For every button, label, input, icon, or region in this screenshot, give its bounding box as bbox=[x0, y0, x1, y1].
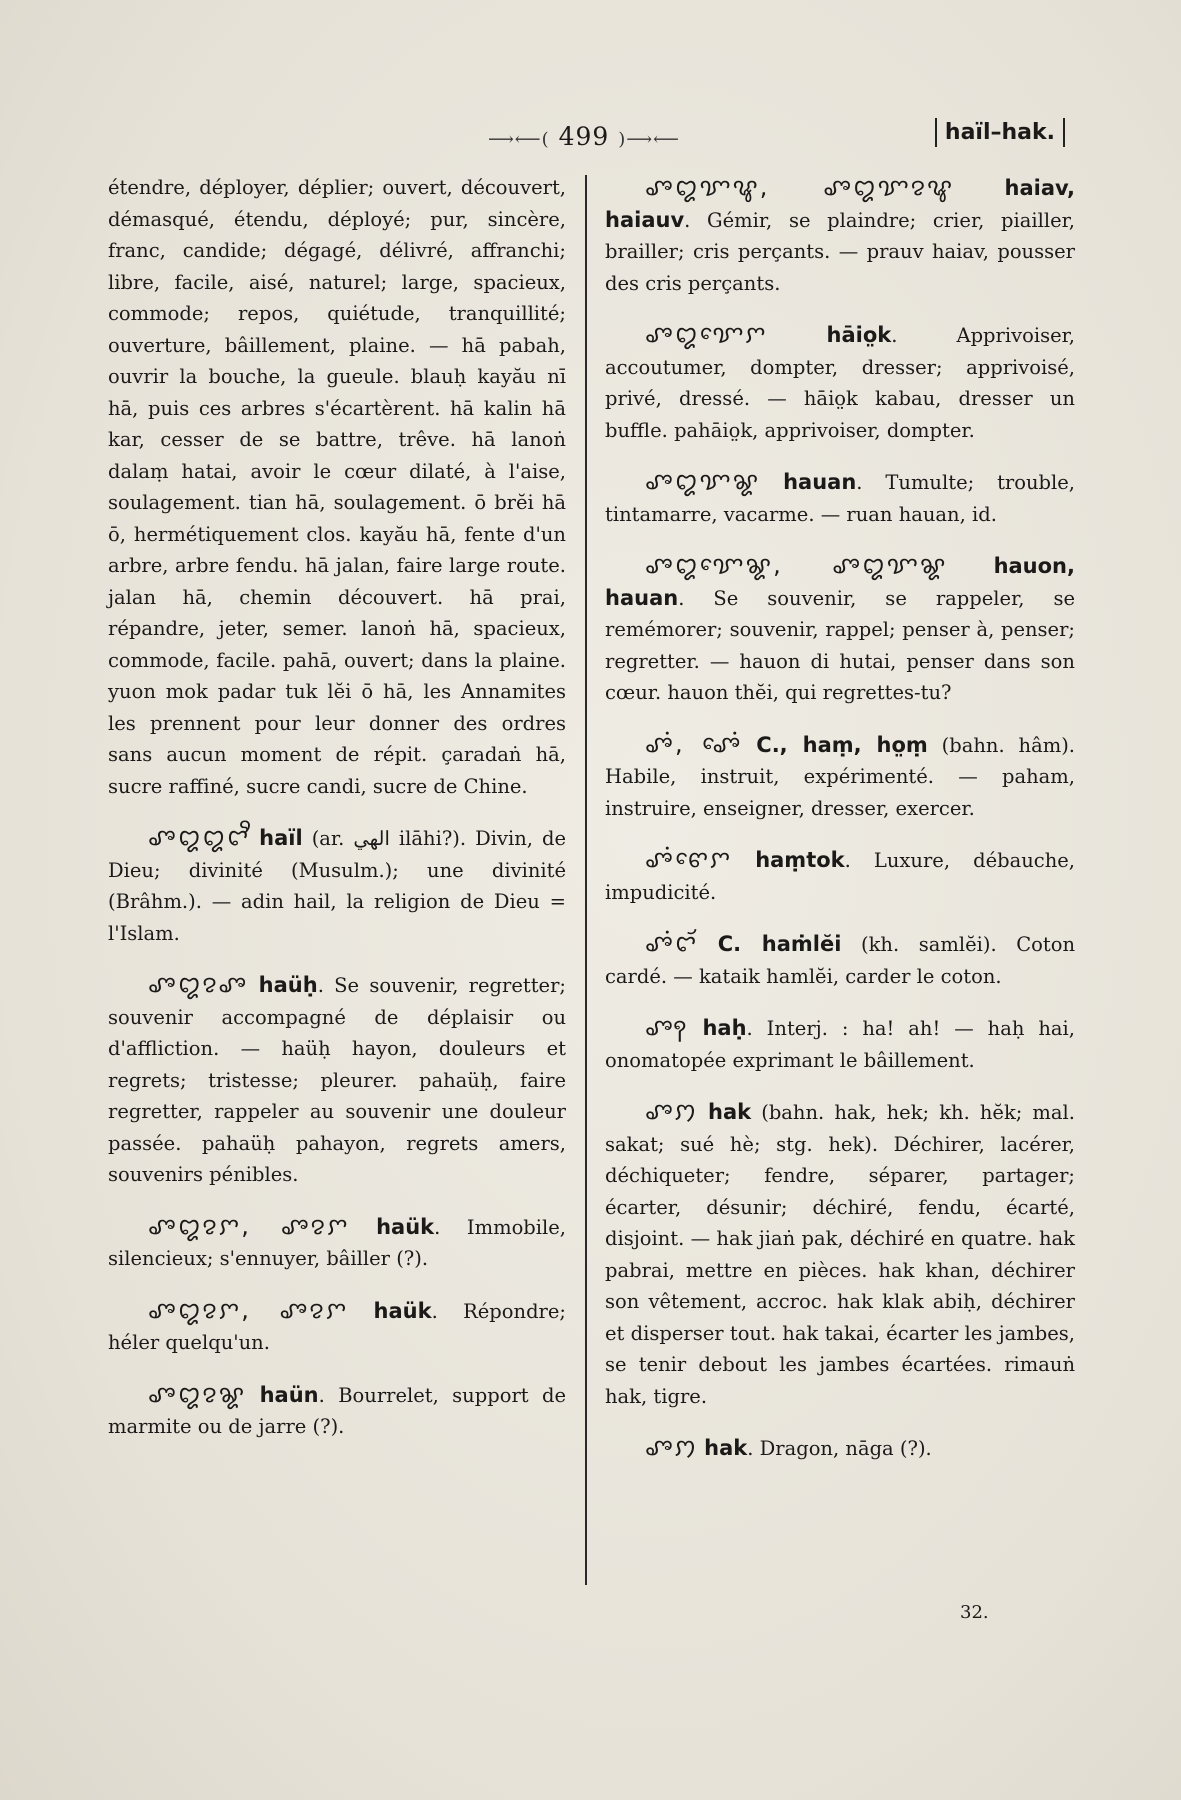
cham-script: ꨨꨁꨂꨆ, ꨨꨂꨆ bbox=[148, 1295, 349, 1324]
ornament-right: )⟶⟵ bbox=[618, 129, 680, 150]
headword: haïl bbox=[259, 826, 303, 850]
cham-script: ꨨꩀ bbox=[645, 1433, 698, 1461]
running-head: haïl–hak. bbox=[935, 118, 1065, 147]
definition: . Tumulte; trouble, tintamarre, vacarme. — ruan hauan, id. bbox=[605, 471, 1075, 526]
ornament-left: ⟶⟵( bbox=[488, 129, 550, 150]
definition: (bahn. hak, hek; kh. hĕk; mal. sakat; sué hè; stg. hek). Déchirer, lacérer, déchiqueter; fendre, séparer, partager; écarter, désunir; déchiré, fendu, écarté, disjoint. — hak jiaṅ pak, déchiré en quatre. hak pabrai, mettre en pièces. hak khan, déchirer son vêtement, accroc. hak klak abiḥ, déchirer et disperser tout. hak takai, écarter les jambes, se tenir debout les jambes écartées. rimauṅ hak, tigre. bbox=[605, 1101, 1075, 1408]
definition: . Se souvenir, regretter; souvenir accompagné de déplaisir ou d'affliction. — haüḥ hayon, douleurs et regrets; tristesse; pleurer. pahaüḥ, faire regretter, rappeler au souvenir une douleur passée. pahaüḥ pahayon, regrets amers, souvenirs pénibles. bbox=[108, 974, 566, 1186]
definition: . Interj. : ha! ah! — haḥ hai, onomatopée exprimant le bâillement. bbox=[605, 1017, 1075, 1072]
dictionary-entry bbox=[605, 844, 1075, 908]
dictionary-entry bbox=[605, 1432, 1075, 1465]
dictionary-entry bbox=[108, 1211, 566, 1275]
cham-script: ꨨꨁꨂꨘ bbox=[148, 1379, 247, 1408]
definition: . Apprivoiser, accoutumer, dompter, dresser; apprivoisé, privé, dressé. — hāio̤k kabau, dresser un buffle. pahāio̤k, apprivoiser, dompter. bbox=[605, 324, 1076, 442]
cham-script: ꨨꨁꨢꨘ bbox=[645, 467, 761, 495]
dictionary-entry bbox=[605, 550, 1075, 709]
headword: hauon, hauan bbox=[605, 554, 1075, 610]
definition: . Répondre; héler quelqu'un. bbox=[108, 1299, 566, 1354]
headword: hak bbox=[704, 1436, 748, 1460]
dictionary-entry bbox=[605, 172, 1075, 299]
headword: haiav, haiauv bbox=[605, 176, 1075, 232]
headword: C., haṃ, ho̤ṃ bbox=[756, 732, 928, 757]
cham-script: ꨨꨁꨁꨤꨪ bbox=[148, 823, 251, 851]
column-divider bbox=[585, 175, 587, 1585]
headword: haük bbox=[376, 1214, 435, 1239]
cham-script: ꨨꩌ, ꨨꨯꩌ bbox=[645, 729, 743, 758]
headword: haṃtok bbox=[755, 848, 845, 872]
right-column bbox=[605, 172, 1075, 1485]
dictionary-entry bbox=[605, 729, 1075, 825]
headword: C. haṁlĕi bbox=[717, 932, 842, 956]
dictionary-entry bbox=[605, 928, 1075, 992]
headword: haük bbox=[373, 1298, 432, 1323]
definition: . Immobile, silencieux; s'ennuyer, bâiller (?). bbox=[108, 1215, 566, 1270]
left-column bbox=[108, 172, 566, 1463]
cham-script: ꨨꨁꨢꨥ, ꨨꨁꨢꨂꨥ bbox=[645, 173, 955, 201]
dictionary-entry bbox=[605, 466, 1075, 530]
headword: hauan bbox=[783, 470, 857, 494]
continuation-text: étendre, déployer, déplier; ouvert, découvert, démasqué, étendu, déployé; pur, sincère, franc, candide; dégagé, délivré, affranchi; libre, facile, aisé, naturel; large, spacieux, commode; repos, quiétude, tranquillité; ouverture, bâillement, plaine. — hā pabah, ouvrir la bouche, la gueule. blauḥ kayău nī hā, puis ces arbres s'écartèrent. hā kalin hā kar, cesser de se battre, trêve. hā lanoṅ dalaṃ hatai, avoir le cœur dilaté, à l'aise, soulagement. tian hā, soulagement. ō brĕi hā ō, hermétiquement clos. kayău hā, fente d'un arbre, arbre fendu. hā jalan, faire large route. jalan hā, chemin découvert. hā prai, répandre, jeter, semer. lanoṅ hā, spacieux, commode, facile. pahā, ouvert; dans la plaine. yuon mok padar tuk lĕi ō hā, les Annamites les prennent pour leur donner des ordres sans aucun moment de répit. çaradaṅ hā, sucre raffiné, sucre candi, sucre de Chine. bbox=[108, 176, 566, 798]
dictionary-entry bbox=[108, 822, 566, 949]
definition: . Luxure, débauche, impudicité. bbox=[605, 849, 1075, 904]
definition: (bahn. hâm). Habile, instruit, expérimenté. — paham, instruire, enseigner, dresser, exercer. bbox=[605, 733, 1075, 820]
headword: hak bbox=[708, 1100, 752, 1124]
headword: haḥ bbox=[702, 1016, 747, 1040]
page-header bbox=[0, 118, 1181, 158]
cham-script: ꨨꩀ bbox=[645, 1097, 698, 1125]
cham-script: ꨨꨁꨢꨯꨆ bbox=[645, 320, 768, 348]
cham-script: ꨨꨁꨂꨨ bbox=[148, 970, 249, 998]
cham-script: ꨨꨁꨂꨆ, ꨨꨂꨆ bbox=[148, 1211, 350, 1240]
dictionary-entry bbox=[605, 319, 1075, 446]
folio bbox=[488, 122, 680, 151]
dictionary-entry bbox=[108, 1379, 566, 1443]
definition: . Se souvenir, se rappeler, se remémorer; souvenir, rappel; penser à, penser; regretter. — hauon di hutai, penser dans son cœur. hauon thĕi, qui regrettes-tu? bbox=[605, 586, 1075, 704]
definition: . Bourrelet, support de marmite ou de jarre (?). bbox=[108, 1383, 566, 1438]
dictionary-entry bbox=[108, 969, 566, 1191]
cham-script: ꨨꩌꨤꨮ bbox=[645, 929, 699, 957]
dictionary-entry bbox=[605, 1096, 1075, 1412]
headword: haüḥ bbox=[258, 973, 318, 997]
cham-script: ꨨꩍ bbox=[645, 1013, 689, 1041]
definition: . Dragon, nāga (?). bbox=[747, 1437, 932, 1460]
signature-mark: 32. bbox=[960, 1602, 989, 1623]
headword: hāio̤k bbox=[826, 323, 892, 347]
page-number: 499 bbox=[558, 122, 610, 151]
definition: . Gémir, se plaindre; crier, piailler, brailler; cris perçants. — prauv haiav, pousser des cris perçants. bbox=[605, 208, 1075, 295]
headword: haün bbox=[259, 1382, 319, 1407]
dictionary-entry bbox=[108, 1295, 566, 1359]
dictionary-entry bbox=[605, 1012, 1075, 1076]
definition: (kh. samlĕi). Coton cardé. — kataik hamlĕi, carder le coton. bbox=[605, 933, 1076, 988]
cham-script: ꨨꨁꨢꨯꨘ, ꨨꨁꨢꨘ bbox=[645, 551, 948, 579]
definition: (ar. الهي ilāhi?). Divin, de Dieu; divinité (Musulm.); une divinité (Brâhm.). — adin hail, la religion de Dieu = l'Islam. bbox=[108, 827, 566, 945]
cham-script: ꨨꩌꨓꨯꨆ bbox=[645, 845, 733, 873]
